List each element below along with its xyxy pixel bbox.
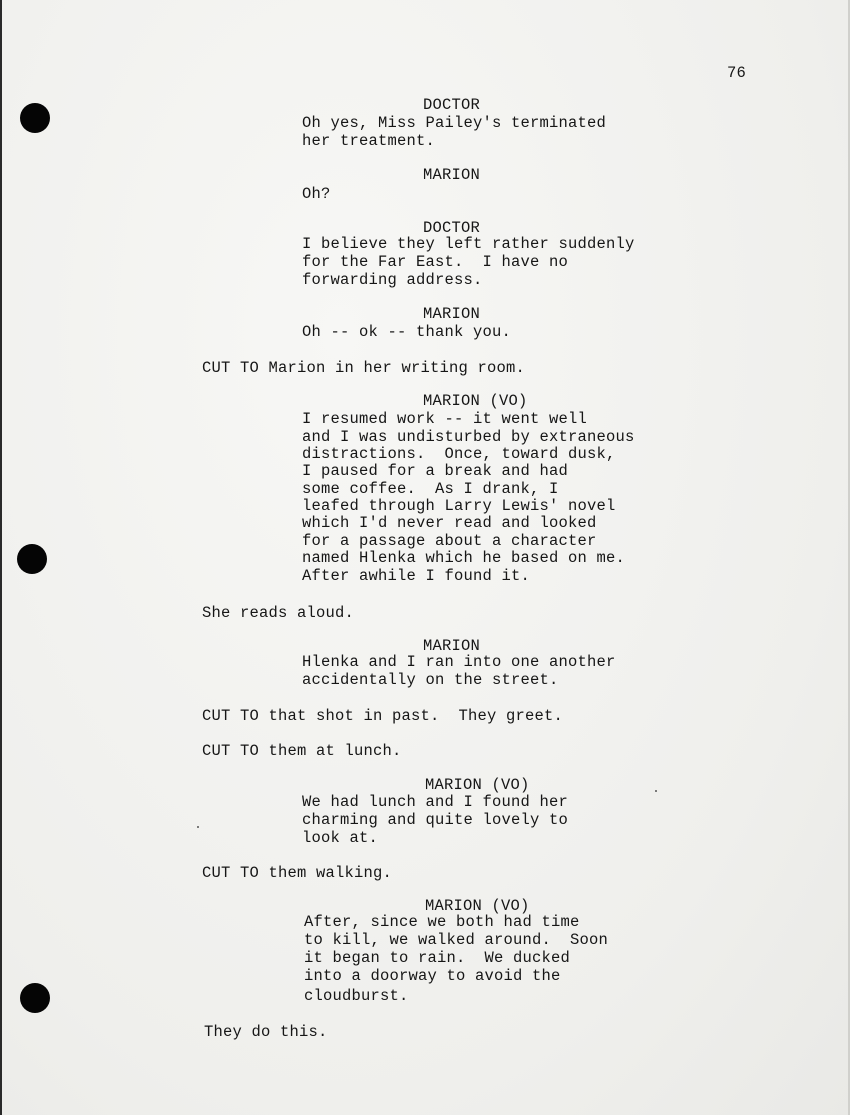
- dialogue-line: for a passage about a character: [302, 532, 597, 550]
- dialogue-line: some coffee. As I drank, I: [302, 480, 559, 498]
- character-name: MARION (VO): [425, 776, 530, 794]
- action-line: CUT TO them walking.: [202, 864, 393, 882]
- character-name: MARION: [423, 637, 481, 655]
- dialogue-line: look at.: [302, 829, 379, 847]
- dialogue-line: it began to rain. We ducked: [304, 949, 571, 967]
- dialogue-line: Hlenka and I ran into one another: [302, 653, 616, 671]
- action-line: CUT TO that shot in past. They greet.: [202, 707, 564, 725]
- punch-hole-bottom: [20, 983, 50, 1013]
- dialogue-line: her treatment.: [302, 132, 436, 150]
- character-name: DOCTOR: [423, 96, 481, 114]
- punch-hole-middle: [17, 544, 47, 574]
- dialogue-line: Oh?: [302, 185, 331, 203]
- dialogue-line: for the Far East. I have no: [302, 253, 569, 271]
- dialogue-line: leafed through Larry Lewis' novel: [302, 497, 616, 515]
- punch-hole-top: [20, 103, 50, 133]
- dialogue-line: which I'd never read and looked: [302, 514, 597, 532]
- dialogue-line: forwarding address.: [302, 271, 483, 289]
- page-number: 76: [727, 64, 747, 82]
- dialogue-line: After awhile I found it.: [302, 567, 531, 585]
- dialogue-line: Oh yes, Miss Pailey's terminated: [302, 114, 607, 132]
- paper-speck: [197, 826, 199, 828]
- dialogue-line: cloudburst.: [304, 987, 409, 1005]
- action-line: CUT TO them at lunch.: [202, 742, 402, 760]
- character-name: MARION (VO): [425, 897, 530, 915]
- dialogue-line: I believe they left rather suddenly: [302, 235, 635, 253]
- paper-speck: [655, 790, 657, 792]
- dialogue-line: accidentally on the street.: [302, 671, 559, 689]
- dialogue-line: to kill, we walked around. Soon: [304, 931, 609, 949]
- character-name: DOCTOR: [423, 219, 481, 237]
- character-name: MARION (VO): [423, 392, 528, 410]
- dialogue-line: named Hlenka which he based on me.: [302, 549, 626, 567]
- dialogue-line: I resumed work -- it went well: [302, 410, 588, 428]
- dialogue-line: and I was undisturbed by extraneous: [302, 428, 635, 446]
- dialogue-line: into a doorway to avoid the: [304, 967, 561, 985]
- action-line: CUT TO Marion in her writing room.: [202, 359, 526, 377]
- dialogue-line: charming and quite lovely to: [302, 811, 569, 829]
- dialogue-line: distractions. Once, toward dusk,: [302, 445, 616, 463]
- dialogue-line: I paused for a break and had: [302, 462, 569, 480]
- action-line: They do this.: [204, 1023, 328, 1041]
- action-line: She reads aloud.: [202, 604, 355, 622]
- dialogue-line: Oh -- ok -- thank you.: [302, 323, 512, 341]
- character-name: MARION: [423, 305, 481, 323]
- page-edge-shadow: [0, 0, 2, 1115]
- dialogue-line: After, since we both had time: [304, 913, 580, 931]
- character-name: MARION: [423, 166, 481, 184]
- dialogue-line: We had lunch and I found her: [302, 793, 569, 811]
